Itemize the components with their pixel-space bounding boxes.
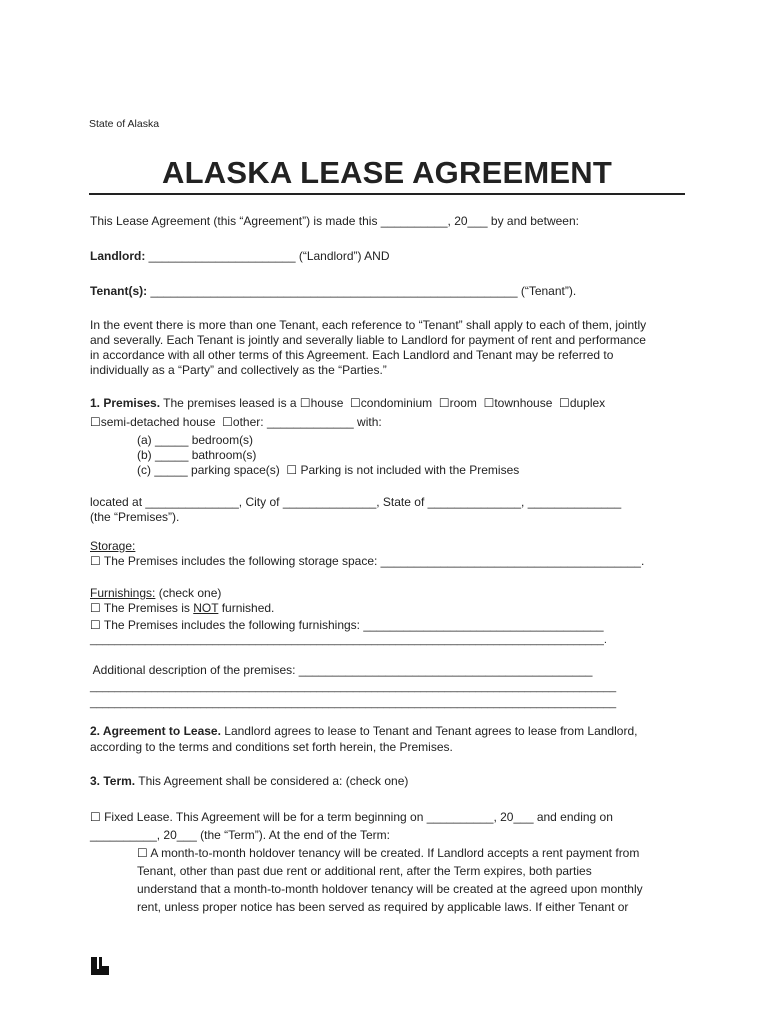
storage-line: ☐ The Premises includes the following storage space: _______________________________________. [90, 554, 645, 568]
furnished-line: ☐ The Premises includes the following furnishings: ____________________________________ [90, 618, 604, 632]
tenant-line [90, 284, 576, 299]
fixed-lease-line-2: __________, 20___ (the “Term”). At the end of the Term: [90, 828, 390, 842]
landlord-label: Landlord: [90, 249, 146, 263]
multi-tenant-line: In the event there is more than one Tenant, each reference to “Tenant” shall apply to each of them, jointly [90, 318, 647, 332]
term-heading: 3. Term. [90, 774, 136, 788]
premises-item-parking: (c) _____ parking space(s) ☐ Parking is not included with the Premises [137, 463, 520, 477]
furnishings-label: Furnishings: [90, 586, 156, 600]
holdover-line: rent, unless proper notice has been served as required by applicable laws. If either Tenant or [137, 900, 629, 914]
holdover-line: Tenant, other than past due rent or additional rent, after the Term expires, both parties [137, 864, 592, 878]
multi-tenant-line: and severally. Each Tenant is jointly and severally liable to Landlord for payment of rent and performance [90, 333, 646, 347]
not-furnished-suffix: furnished. [218, 601, 275, 615]
agreement-to-lease-heading: 2. Agreement to Lease. [90, 724, 221, 738]
tenant-label: Tenant(s): [90, 284, 148, 298]
premises-item-bedrooms: (a) _____ bedroom(s) [137, 433, 254, 447]
storage-label: Storage: [90, 539, 136, 553]
intro-line: This Lease Agreement (this “Agreement”) is made this __________, 20___ by and between: [90, 214, 579, 228]
premises-line-2: ☐semi-detached house ☐other: _____________ with: [90, 415, 382, 429]
not-furnished-line [90, 601, 274, 616]
state-label: State of Alaska [89, 118, 160, 130]
additional-description-line-2: ______________________________________________________________________________________ [90, 681, 617, 693]
term-heading-line [90, 774, 408, 789]
agreement-to-lease-line-1 [90, 724, 637, 739]
fixed-lease-line-1: ☐ Fixed Lease. This Agreement will be for a term beginning on __________, 20___ and ending on [90, 810, 613, 824]
document-title: ALASKA LEASE AGREEMENT [162, 155, 612, 190]
title-divider [89, 193, 685, 195]
multi-tenant-line: in accordance with all other terms of this Agreement. Each Landlord and Tenant may be referred to [90, 348, 614, 362]
premises-heading: 1. Premises. [90, 396, 161, 410]
furnished-line-2: ____________________________________________________________________________________. [90, 634, 607, 646]
holdover-line: ☐ A month-to-month holdover tenancy will be created. If Landlord accepts a rent payment from [137, 846, 640, 860]
multi-tenant-line: individually as a “Party” and collectively as the “Parties.” [90, 363, 387, 377]
landlord-line [90, 249, 390, 264]
tenant-blank: _______________________________________________________ (“Tenant”). [147, 284, 577, 298]
premises-item-bathrooms: (b) _____ bathroom(s) [137, 448, 257, 462]
additional-description-line: Additional description of the premises: ____________________________________________ [90, 663, 593, 677]
premises-type-options: The premises leased is a ☐house ☐condominium ☐room ☐townhouse ☐duplex [160, 396, 606, 410]
term-heading-text: This Agreement shall be considered a: (check one) [135, 774, 409, 788]
agreement-to-lease-text: Landlord agrees to lease to Tenant and Tenant agrees to lease from Landlord, [220, 724, 638, 738]
holdover-line: understand that a month-to-month holdover tenancy will be created at the agreed upon monthly [137, 882, 643, 896]
located-line: located at ______________, City of ______________, State of ______________, ______________ [90, 495, 622, 509]
furnishings-hint: (check one) [155, 586, 222, 600]
not-word: NOT [193, 601, 219, 615]
landlord-blank: ______________________ (“Landlord”) AND [145, 249, 390, 263]
additional-description-line-3: ______________________________________________________________________________________ [90, 697, 617, 709]
premises-line-1 [90, 396, 605, 411]
legal-templates-logo-icon [90, 956, 110, 976]
furnishings-heading [90, 586, 221, 601]
premises-definition: (the “Premises”). [90, 510, 180, 524]
agreement-to-lease-line-2: according to the terms and conditions set forth herein, the Premises. [90, 740, 453, 754]
not-furnished-prefix: ☐ The Premises is [90, 601, 194, 615]
